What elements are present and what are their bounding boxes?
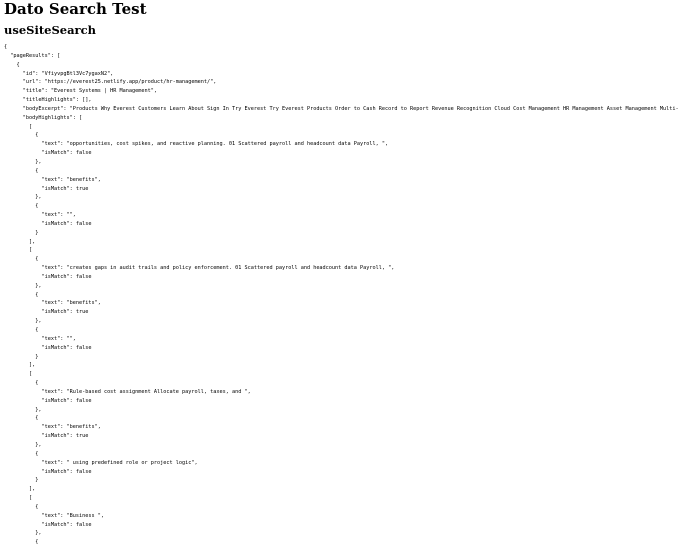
json-output-line: [: [4, 371, 33, 378]
json-output-line: "title": "Everest Systems | HR Management",: [4, 88, 158, 95]
page-title: Dato Search Test: [4, 0, 147, 18]
json-output-line: {: [4, 450, 39, 457]
json-output-line: "text": "benefits",: [4, 300, 101, 307]
json-output-line: "isMatch": false: [4, 150, 92, 157]
json-output-line: "url": "https://everest25.netlify.app/product/hr-management/",: [4, 79, 217, 86]
json-output-line: {: [4, 327, 39, 333]
json-output-line: },: [4, 194, 42, 201]
json-output-line: }: [4, 353, 39, 360]
json-output-line: {: [4, 167, 39, 174]
json-output-line: {: [4, 415, 39, 422]
json-output-line: {: [4, 256, 39, 263]
json-output-line: },: [4, 441, 42, 448]
json-output-line: "bodyExcerpt": "Products Why Everest Customers Learn About Sign In Try Everest Try Everest Products Order to Cash Record to Report Revenue Recognition Cloud Cost Management HR Management Asset Management Multi-: [4, 105, 679, 112]
json-output-line: {: [4, 61, 20, 68]
json-output-line: "isMatch": false: [4, 397, 92, 404]
section-title: useSiteSearch: [4, 23, 96, 37]
json-output-line: "isMatch": true: [4, 309, 89, 316]
json-output-line: {: [4, 291, 39, 298]
json-output-line: "isMatch": false: [4, 220, 92, 227]
json-output-line: "text": "Rule-based cost assignment Allocate payroll, taxes, and ",: [4, 388, 251, 395]
json-output-line: {: [4, 44, 8, 50]
json-output-line: "isMatch": false: [4, 468, 92, 475]
json-output-line: }: [4, 477, 39, 484]
json-output-line: "text": "Business ",: [4, 512, 104, 519]
json-output-line: },: [4, 282, 42, 289]
json-output-line: ],: [4, 238, 36, 245]
json-output-line: "isMatch": false: [4, 344, 92, 351]
json-output-line: [: [4, 495, 33, 502]
json-output-line: "text": " using predefined role or project logic",: [4, 459, 198, 466]
json-output-line: [: [4, 247, 33, 254]
json-output-line: "pageResults": [: [4, 52, 61, 59]
json-output-line: "text": "benefits",: [4, 176, 101, 183]
json-output-line: {: [4, 132, 39, 139]
json-output-line: "isMatch": true: [4, 185, 89, 192]
json-output: [4, 43, 690, 546]
json-output-line: },: [4, 530, 42, 537]
json-output-line: {: [4, 539, 39, 546]
json-output-line: ],: [4, 362, 36, 369]
json-output-line: "isMatch": false: [4, 273, 92, 280]
json-output-line: },: [4, 406, 42, 413]
json-output-line: "text": "",: [4, 335, 76, 342]
json-output-line: {: [4, 203, 39, 210]
json-output-line: "text": "",: [4, 212, 76, 219]
json-output-line: },: [4, 318, 42, 325]
json-output-line: "titleHighlights": [],: [4, 97, 92, 104]
json-output-line: "isMatch": false: [4, 521, 92, 528]
json-output-line: },: [4, 158, 42, 165]
json-output-line: "id": "VfiyvpgBtl3Vc7ygaxN2",: [4, 70, 114, 77]
json-output-line: [: [4, 123, 33, 130]
json-output-line: {: [4, 503, 39, 510]
json-output-line: "text": "creates gaps in audit trails and policy enforcement. 01 Scattered payroll and headcount data Payroll, ",: [4, 265, 395, 272]
json-output-line: "text": "opportunities, cost spikes, and reactive planning. 01 Scattered payroll and headcount data Payroll, ",: [4, 141, 389, 148]
json-output-line: }: [4, 229, 39, 236]
json-output-line: {: [4, 380, 39, 387]
json-output-line: "isMatch": true: [4, 433, 89, 440]
json-output-line: "text": "benefits",: [4, 424, 101, 431]
json-output-line: ],: [4, 486, 36, 493]
json-output-line: "bodyHighlights": [: [4, 114, 83, 121]
